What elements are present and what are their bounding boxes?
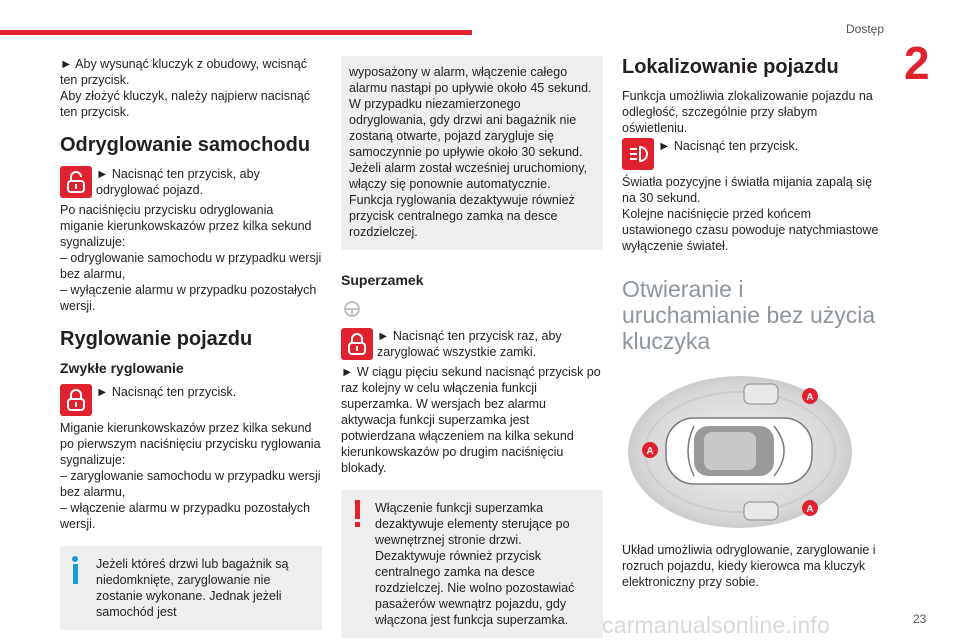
- heading-keyless: Otwieranie i uruchamianie bez użycia kluczyka: [622, 276, 876, 354]
- locate-paragraph-3: Kolejne naciśnięcie przed końcem ustawionego czasu powoduje natychmiastowe wyłączenie świateł.: [622, 207, 879, 253]
- superlock-step: [341, 328, 603, 364]
- locate-paragraph-2: Światła pozycyjne i światła mijania zapalą się na 30 sekund.: [622, 175, 873, 205]
- simple-lock-step: [60, 384, 322, 420]
- superlock-step-text: ► Nacisnąć ten przycisk raz, aby zaryglować wszystkie zamki.: [377, 329, 562, 359]
- unlock-line-2: miganie kierunkowskazów przez kilka sekund: [60, 219, 312, 233]
- locate-step: [622, 138, 884, 174]
- heading-unlock: Odryglowanie samochodu: [60, 134, 311, 156]
- heading-lock: Ryglowanie pojazdu: [60, 328, 253, 350]
- lock-line-1: Miganie kierunkowskazów przez kilka sekund: [60, 421, 312, 435]
- chapter-number: 2: [904, 37, 930, 89]
- antenna-module-bottom: [744, 502, 778, 520]
- continued-info-box: [341, 56, 603, 250]
- unlock-step-text: ► Nacisnąć ten przycisk, aby odryglować pojazd.: [96, 167, 260, 197]
- simple-lock-step-text: ► Nacisnąć ten przycisk.: [96, 385, 237, 399]
- heading-superlock: Superzamek: [341, 272, 424, 288]
- label-a-bottom-right: [802, 500, 818, 516]
- column-1: [60, 56, 322, 630]
- intro-paragraph-2: Aby złożyć kluczyk, należy najpierw nacisnąć ten przycisk.: [60, 89, 311, 119]
- unlock-line-5: – wyłączenie alarmu w przypadku pozostałych wersji.: [60, 283, 317, 313]
- car-top-view: [666, 418, 812, 484]
- info-note-text: Jeżeli któreś drzwi lub bagażnik są niedomknięte, zaryglowanie nie zostanie wykonane. Jednak jeżeli samochód jest: [96, 557, 289, 619]
- locate-step-text: ► Nacisnąć ten przycisk.: [658, 139, 799, 153]
- lock-line-2: po pierwszym naciśnięciu przycisku ryglowania: [60, 437, 321, 451]
- headlamp-button-icon: [622, 138, 654, 170]
- heading-locate: Lokalizowanie pojazdu: [622, 56, 839, 78]
- header-accent-bar: [0, 30, 472, 35]
- column-3: [622, 56, 884, 590]
- info-icon: [70, 556, 80, 584]
- antenna-module-top: [744, 384, 778, 404]
- label-a-left: [642, 442, 658, 458]
- label-a-top-right: [802, 388, 818, 404]
- unlock-line-4: – odryglowanie samochodu w przypadku wersji bez alarmu,: [60, 251, 322, 281]
- section-title: Dostęp: [846, 22, 885, 36]
- unlock-line-1: Po naciśnięciu przycisku odryglowania: [60, 203, 274, 217]
- info-note-box: [60, 546, 322, 630]
- locate-paragraph: Funkcja umożliwia zlokalizowanie pojazdu na odległość, szczególnie przy słabym oświetleniu.: [622, 89, 873, 135]
- warning-text: Włączenie funkcji superzamka dezaktywuje elementy sterujące po wewnętrznej stronie drzwi. Dezaktywuje również przycisk centralnego zamka na desce rozdzielczej. Nie wolno pozostawiać pasażerów wewnątrz pojazdu, gdy włączona jest funkcja superzamka.: [375, 501, 575, 627]
- keyless-paragraph: Układ umożliwia odryglowanie, zaryglowanie i rozruch pojazdu, kiedy kierowca ma kluczyk elektroniczny przy sobie.: [622, 543, 876, 589]
- steering-wheel-icon: [341, 300, 363, 320]
- intro-paragraph-1: ► Aby wysunąć kluczyk z obudowy, wcisnąć ten przycisk.: [60, 57, 307, 87]
- lock-button-icon: [341, 328, 373, 360]
- svg-text:A: A: [806, 504, 814, 515]
- unlock-line-3: sygnalizuje:: [60, 235, 126, 249]
- warning-icon: [354, 500, 360, 527]
- continued-info-text: wyposażony w alarm, włączenie całego alarmu nastąpi po upływie około 45 sekund. W przypadku niezamierzonego odryglowania, gdy drzwi ani bagażnik nie zostaną otwarte, pojazd zarygluje się samoczynnie po upływie około 30 sekund. Jeżeli alarm został wcześniej uruchomiony, włączy się ponownie automatycznie. Funkcja ryglowania dezaktywuje również przycisk centralnego zamka na desce rozdzielczej.: [349, 65, 592, 239]
- page-number: 23: [913, 612, 927, 626]
- keyless-zone-figure: [624, 374, 860, 530]
- watermark: carmanualsonline.info: [602, 612, 830, 638]
- heading-simple-lock: Zwykłe ryglowanie: [60, 360, 184, 376]
- lock-line-4: – zaryglowanie samochodu w przypadku wersji bez alarmu,: [60, 469, 321, 499]
- lock-line-5: – włączenie alarmu w przypadku pozostałych wersji.: [60, 501, 311, 531]
- column-2: [341, 56, 603, 638]
- lock-button-icon: [60, 384, 92, 416]
- svg-text:A: A: [646, 446, 654, 457]
- lock-line-3: sygnalizuje:: [60, 453, 126, 467]
- superlock-paragraph: ► W ciągu pięciu sekund nacisnąć przycisk po raz kolejny w celu włączenia funkcji superzamka. W wersjach bez alarmu aktywacja funkcji superzamka jest potwierdzana włączeniem na kilka sekund kierunkowskazów po drugim naciśnięciu blokady.: [341, 365, 601, 475]
- unlock-step: [60, 166, 322, 202]
- unlock-button-icon: [60, 166, 92, 198]
- warning-box: [341, 490, 603, 638]
- svg-text:A: A: [806, 392, 814, 403]
